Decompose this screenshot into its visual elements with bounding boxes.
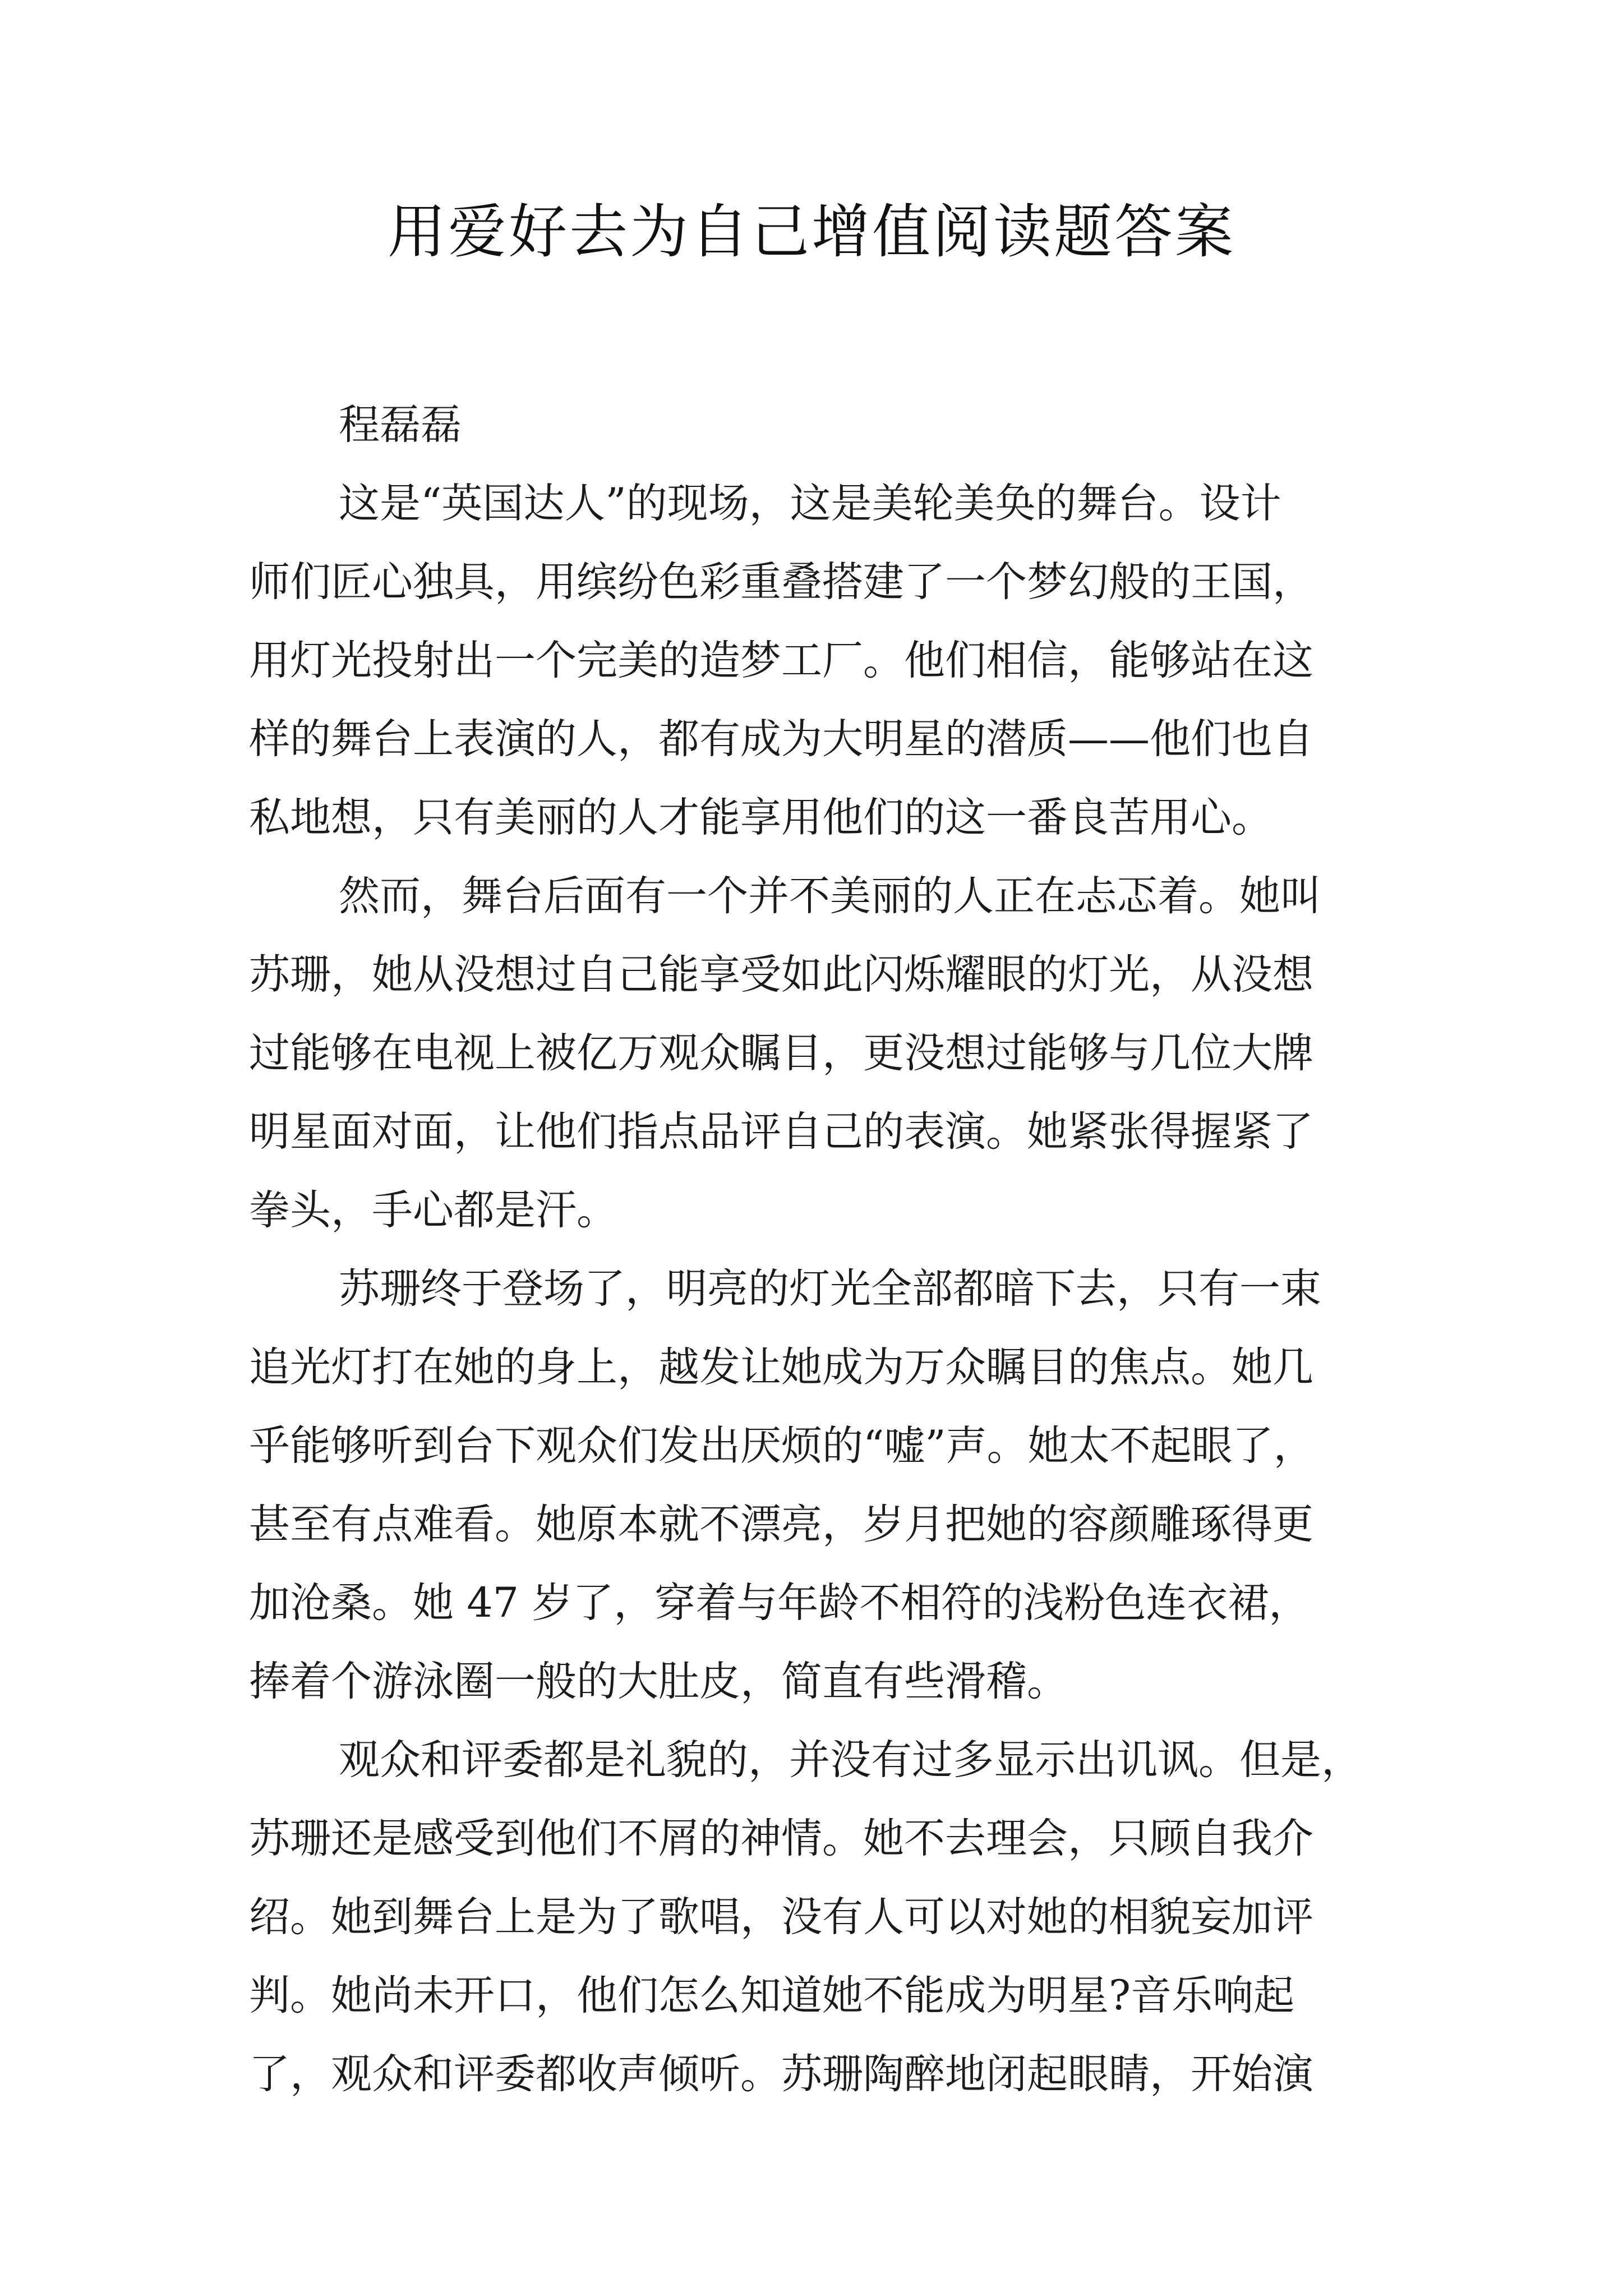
paragraph-4-line-5: 了，观众和评委都收声倾听。苏珊陶醉地闭起眼睛，开始演 bbox=[249, 2050, 1313, 2098]
paragraph-1-line-1: 这是“英国达人”的现场，这是美轮美奂的舞台。设计 bbox=[339, 480, 1281, 527]
paragraph-4-line-3: 绍。她到舞台上是为了歌唱，没有人可以对她的相貌妄加评 bbox=[249, 1893, 1313, 1941]
paragraph-3-line-1: 苏珊终于登场了，明亮的灯光全部都暗下去，只有一束 bbox=[339, 1265, 1321, 1313]
paragraph-1-line-5: 私地想，只有美丽的人才能享用他们的这一番良苦用心。 bbox=[249, 794, 1272, 841]
paragraph-3-line-2: 追光灯打在她的身上，越发让她成为万众瞩目的焦点。她几 bbox=[249, 1343, 1313, 1391]
paragraph-4-line-4: 判。她尚未开口，他们怎么知道她不能成为明星?音乐响起 bbox=[249, 1972, 1295, 2019]
paragraph-3-line-6: 捧着个游泳圈一般的大肚皮，简直有些滑稽。 bbox=[249, 1658, 1068, 1705]
paragraph-2-line-4: 明星面对面，让他们指点品评自己的表演。她紧张得握紧了 bbox=[249, 1108, 1313, 1156]
author-name: 程磊磊 bbox=[339, 401, 462, 449]
paragraph-3-line-3: 乎能够听到台下观众们发出厌烦的“嘘”声。她太不起眼了， bbox=[249, 1422, 1315, 1470]
paragraph-2-line-3: 过能够在电视上被亿万观众瞩目，更没想过能够与几位大牌 bbox=[249, 1029, 1313, 1077]
paragraph-2-line-1: 然而，舞台后面有一个并不美丽的人正在忐忑着。她叫 bbox=[339, 872, 1321, 920]
document-title: 用爱好去为自己增值阅读题答案 bbox=[387, 197, 1235, 266]
paragraph-1-line-4: 样的舞台上表演的人，都有成为大明星的潜质——他们也自 bbox=[249, 715, 1313, 763]
paragraph-2-line-5: 拳头，手心都是汗。 bbox=[249, 1186, 617, 1234]
paragraph-1-line-3: 用灯光投射出一个完美的造梦工厂。他们相信，能够站在这 bbox=[249, 637, 1313, 684]
paragraph-3-line-5: 加沧桑。她 47 岁了，穿着与年龄不相符的浅粉色连衣裙， bbox=[249, 1579, 1310, 1627]
paragraph-4-line-2: 苏珊还是感受到他们不屑的神情。她不去理会，只顾自我介 bbox=[249, 1815, 1313, 1862]
paragraph-3-line-4: 甚至有点难看。她原本就不漂亮，岁月把她的容颜雕琢得更 bbox=[249, 1501, 1313, 1548]
paragraph-4-line-1: 观众和评委都是礼貌的，并没有过多显示出讥讽。但是， bbox=[339, 1736, 1362, 1784]
document-body bbox=[249, 386, 1383, 2114]
paragraph-1-line-2: 师们匠心独具，用缤纷色彩重叠搭建了一个梦幻般的王国， bbox=[249, 558, 1313, 606]
paragraph-2-line-2: 苏珊，她从没想过自己能享受如此闪烁耀眼的灯光，从没想 bbox=[249, 951, 1313, 999]
